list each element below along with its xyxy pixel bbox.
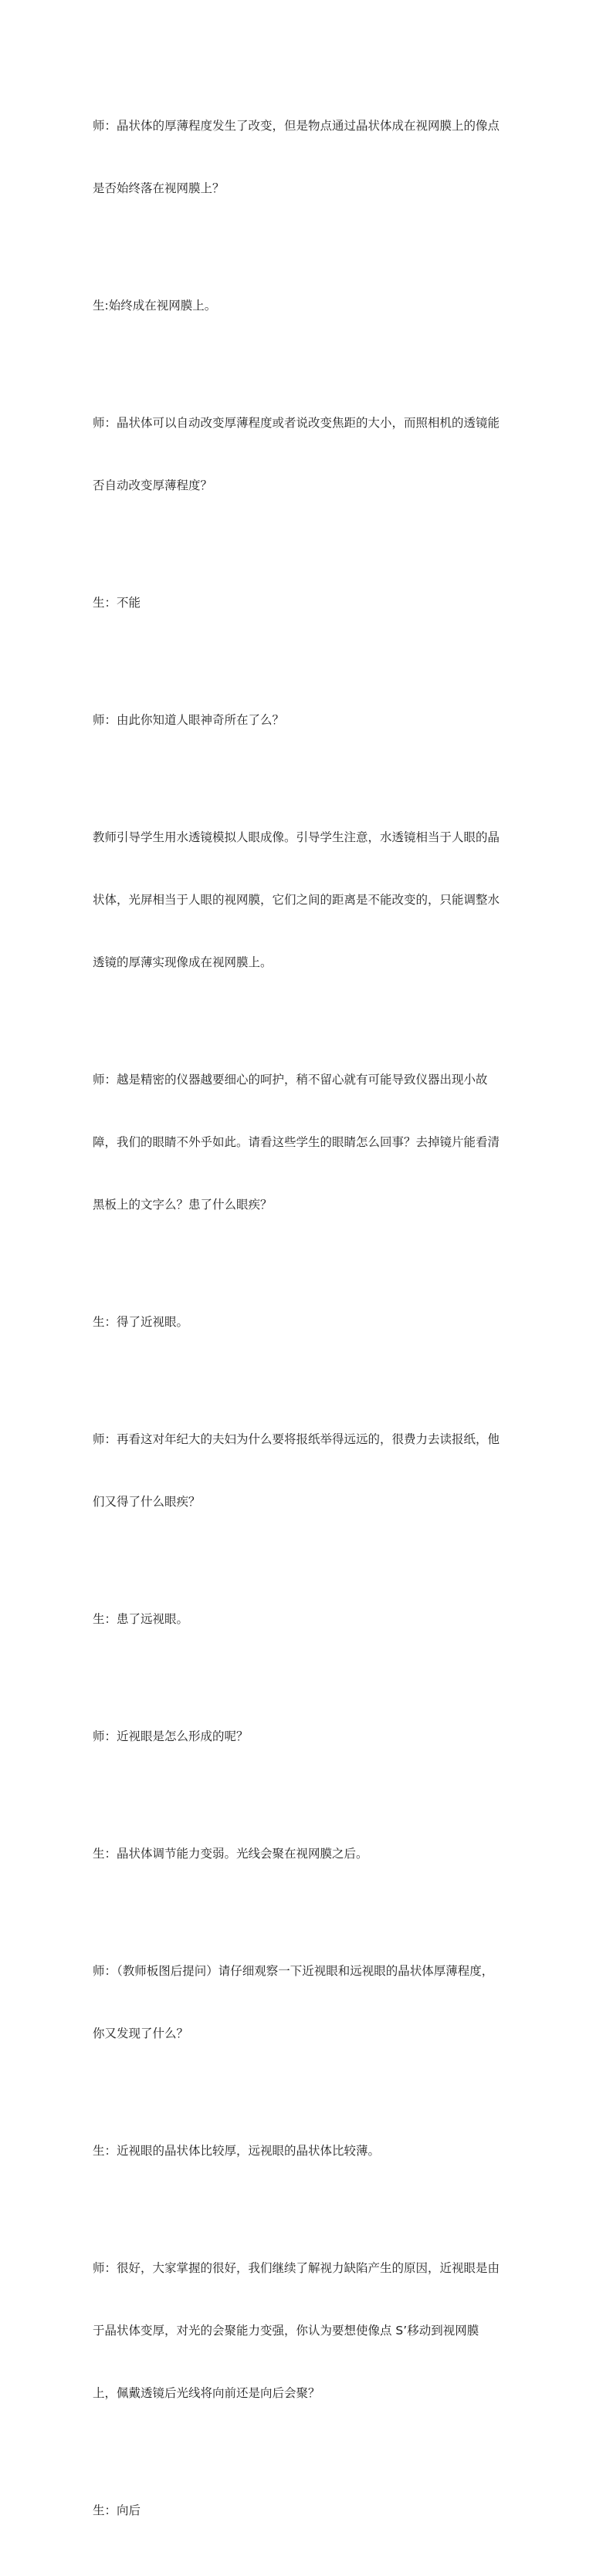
text-line: 们又得了什么眼疾？ [93,1495,201,1509]
text-line: 生：患了远视眼。 [93,1612,189,1626]
dialogue-paragraph [93,1028,519,1257]
dialogue-paragraph [93,1567,519,1672]
text-line: 师：晶状体的厚薄程度发生了改变，但是物点通过晶状体成在视网膜上的像点 [93,119,500,133]
dialogue-paragraph [93,668,519,772]
text-line: 生：晶状体调节能力变弱。光线会聚在视网膜之后。 [93,1847,368,1861]
text-line: 生：向后 [93,2503,141,2517]
text-line: 师：越是精密的仪器越要细心的呵护，稍不留心就有可能导致仪器出现小故 [93,1073,488,1087]
dialogue-paragraph [93,2459,519,2563]
text-line: 否自动改变厚薄程度？ [93,478,213,492]
text-line: 透镜的厚薄实现像成在视网膜上。 [93,955,273,969]
dialogue-paragraph [93,1685,519,1789]
text-line: 师：由此你知道人眼神奇所在了么？ [93,713,285,727]
dialogue-paragraph [93,1802,519,1906]
text-line: 你又发现了什么？ [93,2027,189,2040]
dialogue-paragraph [93,2099,519,2203]
text-line: 师：再看这对年纪大的夫妇为什么要将报纸举得远远的，很费力去读报纸，他 [93,1432,500,1446]
dialogue-paragraph [93,371,519,538]
text-line: 师：晶状体可以自动改变厚薄程度或者说改变焦距的大小，而照相机的透镜能 [93,416,500,430]
text-line: 是否始终落在视网膜上？ [93,181,225,195]
text-line: 生：不能 [93,596,141,610]
text-line: 师：（教师板图后提问）请仔细观察一下近视眼和远视眼的晶状体厚薄程度， [93,1964,494,1978]
text-line: 教师引导学生用水透镜模拟人眼成像。引导学生注意，水透镜相当于人眼的晶 [93,830,500,844]
document-body [93,74,519,2576]
text-line: 状体，光屏相当于人眼的视网膜，它们之间的距离是不能改变的，只能调整水 [93,893,500,907]
text-line: 师：近视眼是怎么形成的呢？ [93,1729,249,1743]
text-line: 于晶状体变厚，对光的会聚能力变强，你认为要想使像点 S’移动到视网膜 [93,2324,479,2338]
dialogue-paragraph [93,254,519,358]
dialogue-paragraph [93,551,519,655]
text-line: 生:始终成在视网膜上。 [93,299,217,313]
dialogue-paragraph [93,1919,519,2086]
text-line: 师：很好，大家掌握的很好，我们继续了解视力缺陷产生的原因，近视眼是由 [93,2261,500,2275]
dialogue-paragraph [93,2216,519,2446]
text-line: 生：近视眼的晶状体比较厚，远视眼的晶状体比较薄。 [93,2144,381,2158]
dialogue-paragraph [93,74,519,241]
text-line: 障，我们的眼睛不外乎如此。请看这些学生的眼睛怎么回事？去掉镜片能看清 [93,1135,500,1149]
text-line: 生：得了近视眼。 [93,1315,189,1329]
text-line: 上，佩戴透镜后光线将向前还是向后会聚？ [93,2386,320,2400]
text-line: 黑板上的文字么？患了什么眼疾？ [93,1198,273,1212]
dialogue-paragraph [93,1388,519,1554]
dialogue-paragraph [93,1270,519,1374]
narration-paragraph [93,786,519,1015]
